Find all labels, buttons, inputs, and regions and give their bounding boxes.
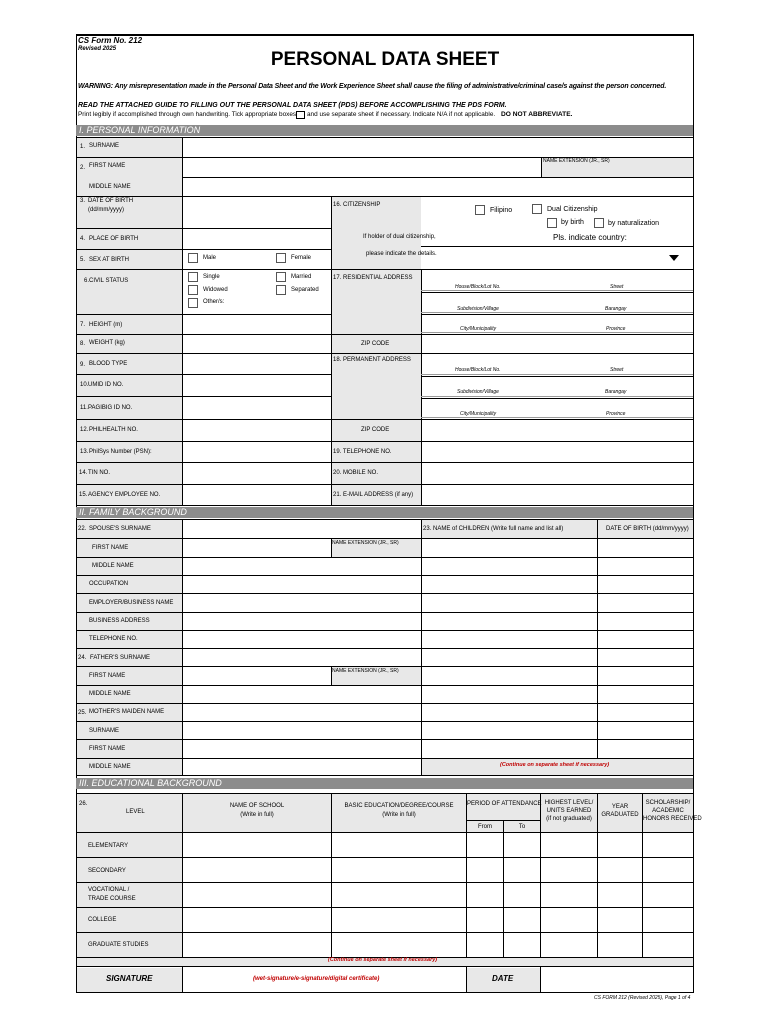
mother-label: MOTHER'S MAIDEN NAME xyxy=(89,709,165,715)
father-no: 24. xyxy=(78,655,87,661)
dob-no: 3. xyxy=(80,198,86,204)
edu-graduate: GRADUATE STUDIES xyxy=(88,942,149,948)
pagibig-no: 11. xyxy=(80,405,88,411)
edu-elementary: ELEMENTARY xyxy=(88,843,129,849)
middle-name-label: MIDDLE NAME xyxy=(89,184,131,190)
holder-text-2: please indicate the details. xyxy=(366,251,437,257)
spouse-first-label: FIRST NAME xyxy=(92,545,129,551)
mobile-label: 20. MOBILE NO. xyxy=(333,470,379,476)
dual-checkbox[interactable] xyxy=(532,204,542,214)
edu-from-header: From xyxy=(478,824,492,830)
pob-no: 4. xyxy=(80,236,86,242)
philhealth-no: 12. xyxy=(80,427,89,433)
res-city-label: City/Municipality xyxy=(460,326,497,332)
email-label: 21. E-MAIL ADDRESS (if any) xyxy=(333,492,414,498)
edu-vocational-1: VOCATIONAL / xyxy=(88,887,130,893)
edu-period-header: PERIOD OF ATTENDANCE xyxy=(467,801,542,807)
by-nat-checkbox[interactable] xyxy=(594,218,604,228)
edu-course-header: BASIC EDUCATION/DEGREE/COURSE xyxy=(344,803,454,809)
edu-school-header: NAME OF SCHOOL xyxy=(229,803,285,809)
pob-label: PLACE OF BIRTH xyxy=(89,236,139,242)
surname-label: SURNAME xyxy=(89,143,120,149)
middle-name-field[interactable] xyxy=(183,178,692,195)
edu-vocational-2: TRADE COURSE xyxy=(88,896,136,902)
form-title: PERSONAL DATA SHEET xyxy=(270,49,500,70)
widowed-label: Widowed xyxy=(203,287,228,293)
civil-label: CIVIL STATUS xyxy=(89,278,129,284)
sex-label: SEX AT BIRTH xyxy=(89,257,130,263)
father-label: FATHER'S SURNAME xyxy=(90,655,151,661)
date-label: DATE xyxy=(492,974,514,983)
perm-province-label: Province xyxy=(606,411,626,417)
page-footer: CS FORM 212 (Revised 2025), Page 1 of 4 xyxy=(594,995,691,1001)
single-label: Single xyxy=(203,274,220,280)
date-field[interactable] xyxy=(541,968,692,992)
edu-sch-2: ACADEMIC xyxy=(652,808,684,814)
res-street-label: Street xyxy=(610,284,624,290)
sex-no: 5. xyxy=(80,257,86,263)
edu-level-header: LEVEL xyxy=(126,809,145,815)
surname-field[interactable] xyxy=(183,138,692,156)
edu-sch-1: SCHOLARSHIP/ xyxy=(645,800,691,806)
married-checkbox[interactable] xyxy=(276,272,286,282)
form-number: CS Form No. 212 xyxy=(78,36,143,45)
edu-school-sub: (Write in full) xyxy=(240,812,274,818)
pls-country-label: Pls. indicate country: xyxy=(553,233,627,242)
telephone-label: TELEPHONE NO. xyxy=(89,636,138,642)
civil-no: 6. xyxy=(84,278,90,284)
mother-surname-label: SURNAME xyxy=(89,728,120,734)
filipino-checkbox[interactable] xyxy=(475,205,485,215)
res-house-label: House/Block/Lot No. xyxy=(455,284,501,290)
form-revised: Revised 2025 xyxy=(78,46,117,52)
spouse-no: 22. xyxy=(78,526,87,532)
country-dropdown[interactable] xyxy=(421,246,693,269)
dob-format: (dd/mm/yyyy) xyxy=(88,207,124,213)
filipino-label: Filipino xyxy=(490,207,513,214)
children-label: 23. NAME of CHILDREN (Write full name and list all) xyxy=(423,526,564,532)
tin-no: 14. xyxy=(79,470,88,476)
others-checkbox[interactable] xyxy=(188,298,198,308)
philsys-label: PhilSys Number (PSN): xyxy=(89,449,152,455)
res-addr-label: 17. RESIDENTIAL ADDRESS xyxy=(333,275,413,281)
dual-label: Dual Citizenship xyxy=(547,206,598,213)
mother-first-label: FIRST NAME xyxy=(89,746,126,752)
blood-no: 9. xyxy=(80,362,86,368)
signature-field[interactable] xyxy=(183,968,465,992)
business-addr-label: BUSINESS ADDRESS xyxy=(89,618,150,624)
res-subd-label: Subdivision/Village xyxy=(457,306,499,312)
father-middle-label: MIDDLE NAME xyxy=(89,691,131,697)
first-name-label: FIRST NAME xyxy=(89,163,126,169)
tin-label: TIN NO. xyxy=(88,470,110,476)
height-no: 7. xyxy=(80,322,86,328)
father-ext-label: NAME EXTENSION (JR., SR) xyxy=(332,668,399,674)
perm-subd-label: Subdivision/Village xyxy=(457,389,499,395)
spouse-surname-label: SPOUSE'S SURNAME xyxy=(89,526,151,532)
by-birth-checkbox[interactable] xyxy=(547,218,557,228)
perm-zip-label: ZIP CODE xyxy=(361,427,390,433)
child-dob-label: DATE OF BIRTH (dd/mm/yyyy) xyxy=(606,526,689,532)
surname-no: 1. xyxy=(80,144,86,150)
warning-text: WARNING: Any misrepresentation made in the Personal Data Sheet and the Work Experience Sheet shall cause the filing of administrative/criminal case/s against the person concerned. xyxy=(78,83,667,90)
philhealth-label: PHILHEALTH NO. xyxy=(89,427,138,433)
father-first-label: FIRST NAME xyxy=(89,673,126,679)
name-ext-field[interactable] xyxy=(542,166,692,176)
family-continue-note: (Continue on separate sheet if necessary) xyxy=(500,762,610,768)
edu-no: 26. xyxy=(79,801,88,807)
occupation-label: OCCUPATION xyxy=(89,581,129,587)
spouse-ext-label: NAME EXTENSION (JR., SR) xyxy=(332,540,399,546)
male-checkbox[interactable] xyxy=(188,253,198,263)
edu-highest-3: (if not graduated) xyxy=(546,816,592,822)
perm-city-label: City/Municipality xyxy=(460,411,497,417)
edu-highest-1: HIGHEST LEVEL/ xyxy=(544,800,594,806)
weight-label: WEIGHT (kg) xyxy=(89,340,125,346)
mother-no: 25. xyxy=(78,710,87,716)
perm-brgy-label: Barangay xyxy=(605,389,627,395)
res-zip-label: ZIP CODE xyxy=(361,341,390,347)
signature-label: SIGNATURE xyxy=(106,974,153,983)
dropdown-arrow-icon[interactable] xyxy=(669,255,679,261)
name-ext-label: NAME EXTENSION (JR., SR) xyxy=(543,158,610,164)
philsys-no: 13. xyxy=(80,449,89,455)
separated-label: Separated xyxy=(291,287,319,293)
edu-continue-note: (Continue on separate sheet if necessary) xyxy=(328,957,438,963)
section-personal-info: I. PERSONAL INFORMATION xyxy=(76,125,693,136)
blood-label: BLOOD TYPE xyxy=(89,361,128,367)
edu-secondary: SECONDARY xyxy=(88,868,126,874)
edu-year-2: GRADUATED xyxy=(601,812,639,818)
by-birth-label: by birth xyxy=(561,219,584,226)
separated-checkbox[interactable] xyxy=(276,285,286,295)
print-instruction-c: DO NOT ABBREVIATE. xyxy=(501,111,573,118)
by-nat-label: by naturalization xyxy=(608,220,659,227)
edu-year-1: YEAR xyxy=(611,804,629,810)
umid-no: 10. xyxy=(80,382,89,388)
print-instruction-a: Print legibly if accomplished through own handwriting. Tick appropriate boxes xyxy=(78,111,297,118)
tel-label: 19. TELEPHONE NO. xyxy=(333,449,392,455)
first-name-field[interactable] xyxy=(183,158,540,176)
tick-box-sample xyxy=(296,111,305,119)
widowed-checkbox[interactable] xyxy=(188,285,198,295)
others-label: Other/s: xyxy=(203,299,225,305)
read-guide-text: READ THE ATTACHED GUIDE TO FILLING OUT THE PERSONAL DATA SHEET (PDS) BEFORE ACCOMPLISHING THE PDS FORM. xyxy=(78,102,507,109)
section-family-bg: II. FAMILY BACKGROUND xyxy=(76,507,693,518)
res-province-label: Province xyxy=(606,326,626,332)
employer-label: EMPLOYER/BUSINESS NAME xyxy=(89,600,174,606)
height-label: HEIGHT (m) xyxy=(89,322,123,328)
first-name-no: 2. xyxy=(80,165,86,171)
female-label: Female xyxy=(291,255,312,261)
print-instruction-b: and use separate sheet if necessary. Indicate N/A if not applicable. xyxy=(307,111,496,118)
married-label: Married xyxy=(291,274,312,280)
holder-text: If holder of dual citizenship, xyxy=(363,234,436,240)
umid-label: UMID ID NO. xyxy=(88,382,124,388)
perm-street-label: Street xyxy=(610,367,624,373)
citizenship-label: 16. CITIZENSHIP xyxy=(333,202,381,208)
agency-label: AGENCY EMPLOYEE NO. xyxy=(88,492,161,498)
edu-college: COLLEGE xyxy=(88,917,117,923)
weight-no: 8. xyxy=(80,341,86,347)
single-checkbox[interactable] xyxy=(188,272,198,282)
mother-middle-label: MIDDLE NAME xyxy=(89,764,131,770)
section-education: III. EDUCATIONAL BACKGROUND xyxy=(76,778,693,789)
perm-house-label: House/Block/Lot No. xyxy=(455,367,501,373)
male-label: Male xyxy=(203,255,217,261)
pagibig-label: PAGIBIG ID NO. xyxy=(88,405,133,411)
res-brgy-label: Barangay xyxy=(605,306,627,312)
citizenship-label-bg xyxy=(331,196,421,505)
signature-note: (wet-signature/e-signature/digital certificate) xyxy=(253,976,380,982)
edu-sch-3: HONORS RECEIVED xyxy=(643,816,702,822)
edu-to-header: To xyxy=(518,824,526,830)
dob-label: DATE OF BIRTH xyxy=(88,198,134,204)
edu-highest-2: UNITS EARNED xyxy=(546,808,592,814)
agency-no: 15. xyxy=(79,492,88,498)
female-checkbox[interactable] xyxy=(276,253,286,263)
edu-course-sub: (Write in full) xyxy=(382,812,416,818)
spouse-middle-label: MIDDLE NAME xyxy=(92,563,134,569)
edu-level-bg xyxy=(77,832,182,957)
perm-addr-label: 18. PERMANENT ADDRESS xyxy=(333,357,411,363)
